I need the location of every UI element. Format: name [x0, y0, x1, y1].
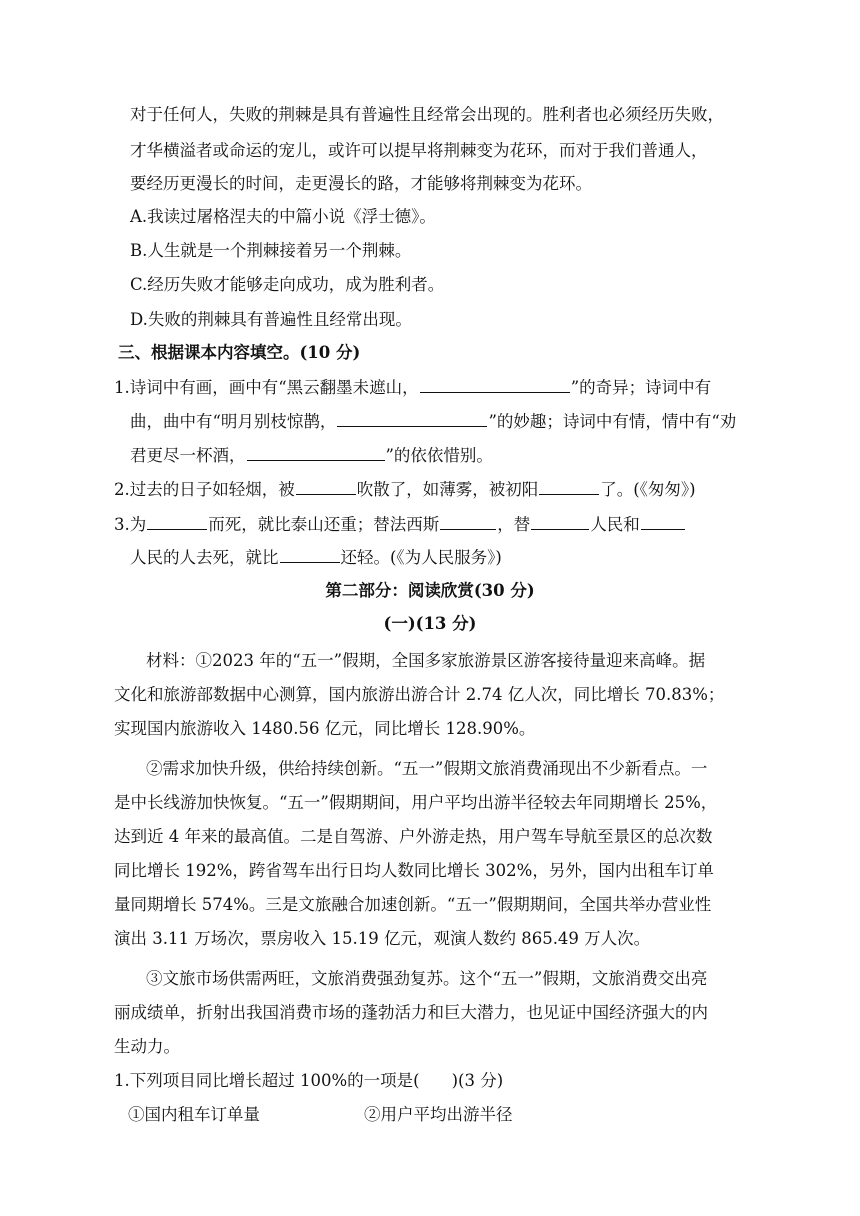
answer-blank[interactable] [296, 478, 356, 495]
material-p1-line: 文化和旅游部数据中心测算，国内旅游出游合计 2.74 亿人次，同比增长 70.83%； [114, 685, 725, 704]
option-d: D.失败的荆棘具有普遍性且经常出现。 [130, 310, 412, 329]
q1-text: 曲，曲中有“明月别枝惊鹊， [130, 412, 337, 431]
material-p2-line: 达到近 4 年来的最高值。二是自驾游、户外游走热，用户驾车导航至景区的总次数 [114, 827, 713, 846]
option-1: ①国内租车订单量 [128, 1105, 260, 1124]
q2-text: 2.过去的日子如轻烟，被 [114, 480, 295, 499]
passage-line: 对于任何人，失败的荆棘是具有普遍性且经常会出现的。胜利者也必须经历失败， [130, 105, 724, 124]
fill-q3-line1 [114, 513, 686, 536]
passage-line: 要经历更漫长的时间，走更漫长的路，才能够将荆棘变为花环。 [130, 174, 592, 193]
question-stem: 1.下列项目同比增长超过 100%的一项是( [114, 1071, 420, 1090]
q1-text: ”的依依惜别。 [385, 446, 493, 465]
q3-text: 人民和 [590, 515, 640, 534]
material-p2-line: 同比增长 192%，跨省驾车出行日均人数同比增长 302%，另外，国内出租车订单 [114, 861, 714, 880]
answer-blank[interactable] [280, 546, 340, 563]
material-p2-line: 是中长线游加快恢复。“五一”假期期间，用户平均出游半径较去年同期增长 25%， [114, 793, 718, 812]
passage-line: 才华横溢者或命运的宠儿，或许可以提早将荆棘变为花环，而对于我们普通人， [130, 141, 708, 160]
answer-blank[interactable] [440, 513, 496, 530]
material-p3-line: ③文旅市场供需两旺，文旅消费强劲复苏。这个“五一”假期，文旅消费交出亮 [146, 969, 708, 988]
q1-text: ”的奇异；诗词中有 [570, 378, 712, 397]
option-c: C.经历失败才能够走向成功，成为胜利者。 [130, 275, 445, 294]
answer-blank[interactable] [641, 513, 685, 530]
q3-text: 还轻。(《为人民服务》) [340, 548, 502, 567]
q1-text: 1.诗词中有画，画中有“黑云翻墨未遮山， [114, 378, 419, 397]
q3-text: 人民的人去死，就比 [130, 548, 279, 567]
answer-blank[interactable] [531, 513, 589, 530]
fill-q1-line1 [114, 376, 711, 399]
fill-q2 [114, 478, 696, 501]
q3-text: ，替 [497, 515, 531, 534]
answer-blank[interactable] [247, 444, 385, 461]
option-b: B.人生就是一个荆棘接着另一个荆棘。 [130, 241, 412, 260]
material-p3-line: 生动力。 [114, 1037, 180, 1056]
q2-text: 了。(《匆匆》) [600, 480, 696, 499]
material-p2-line: 量同期增长 574%。三是文旅融合加速创新。“五一”假期期间，全国共举办营业性 [114, 895, 712, 914]
fill-q1-line2 [130, 410, 736, 433]
q3-text: 3.为 [114, 515, 147, 534]
part-two-title: 第二部分：阅读欣赏(30 分) [325, 581, 535, 600]
material-p3-line: 丽成绩单，折射出我国消费市场的蓬勃活力和巨大潜力，也见证中国经济强大的内 [114, 1003, 708, 1022]
option-a: A.我读过屠格涅夫的中篇小说《浮士德》。 [130, 207, 436, 226]
q1-text: ”的妙趣；诗词中有情，情中有“劝 [488, 412, 737, 431]
q3-text: 而死，就比泰山还重；替法西斯 [208, 515, 440, 534]
answer-blank[interactable] [420, 376, 570, 393]
question-1-options [128, 1104, 628, 1126]
option-2: ②用户平均出游半径 [364, 1105, 513, 1124]
fill-q3-line2 [130, 546, 502, 569]
reading-question-1 [114, 1070, 503, 1092]
section-three-title: 三、根据课本内容填空。(10 分) [118, 343, 361, 362]
material-p1-line: 实现国内旅游收入 1480.56 亿元，同比增长 128.90%。 [114, 719, 536, 738]
question-stem: )(3 分) [451, 1071, 504, 1090]
q1-text: 君更尽一杯酒， [130, 446, 246, 465]
part-two-subtitle: (一)(13 分) [383, 614, 477, 633]
answer-blank[interactable] [539, 478, 599, 495]
material-p2-line: 演出 3.11 万场次，票房收入 15.19 亿元，观演人数约 865.49 万人次。 [114, 929, 651, 948]
material-p2-line: ②需求加快升级，供给持续创新。“五一”假期文旅消费涌现出不少新看点。一 [146, 759, 708, 778]
answer-blank[interactable] [147, 513, 207, 530]
fill-q1-line3 [130, 444, 493, 467]
material-p1-line: 材料：①2023 年的“五一”假期，全国多家旅游景区游客接待量迎来高峰。据 [146, 651, 706, 670]
q2-text: 吹散了，如薄雾，被初阳 [356, 480, 539, 499]
answer-blank[interactable] [337, 410, 487, 427]
